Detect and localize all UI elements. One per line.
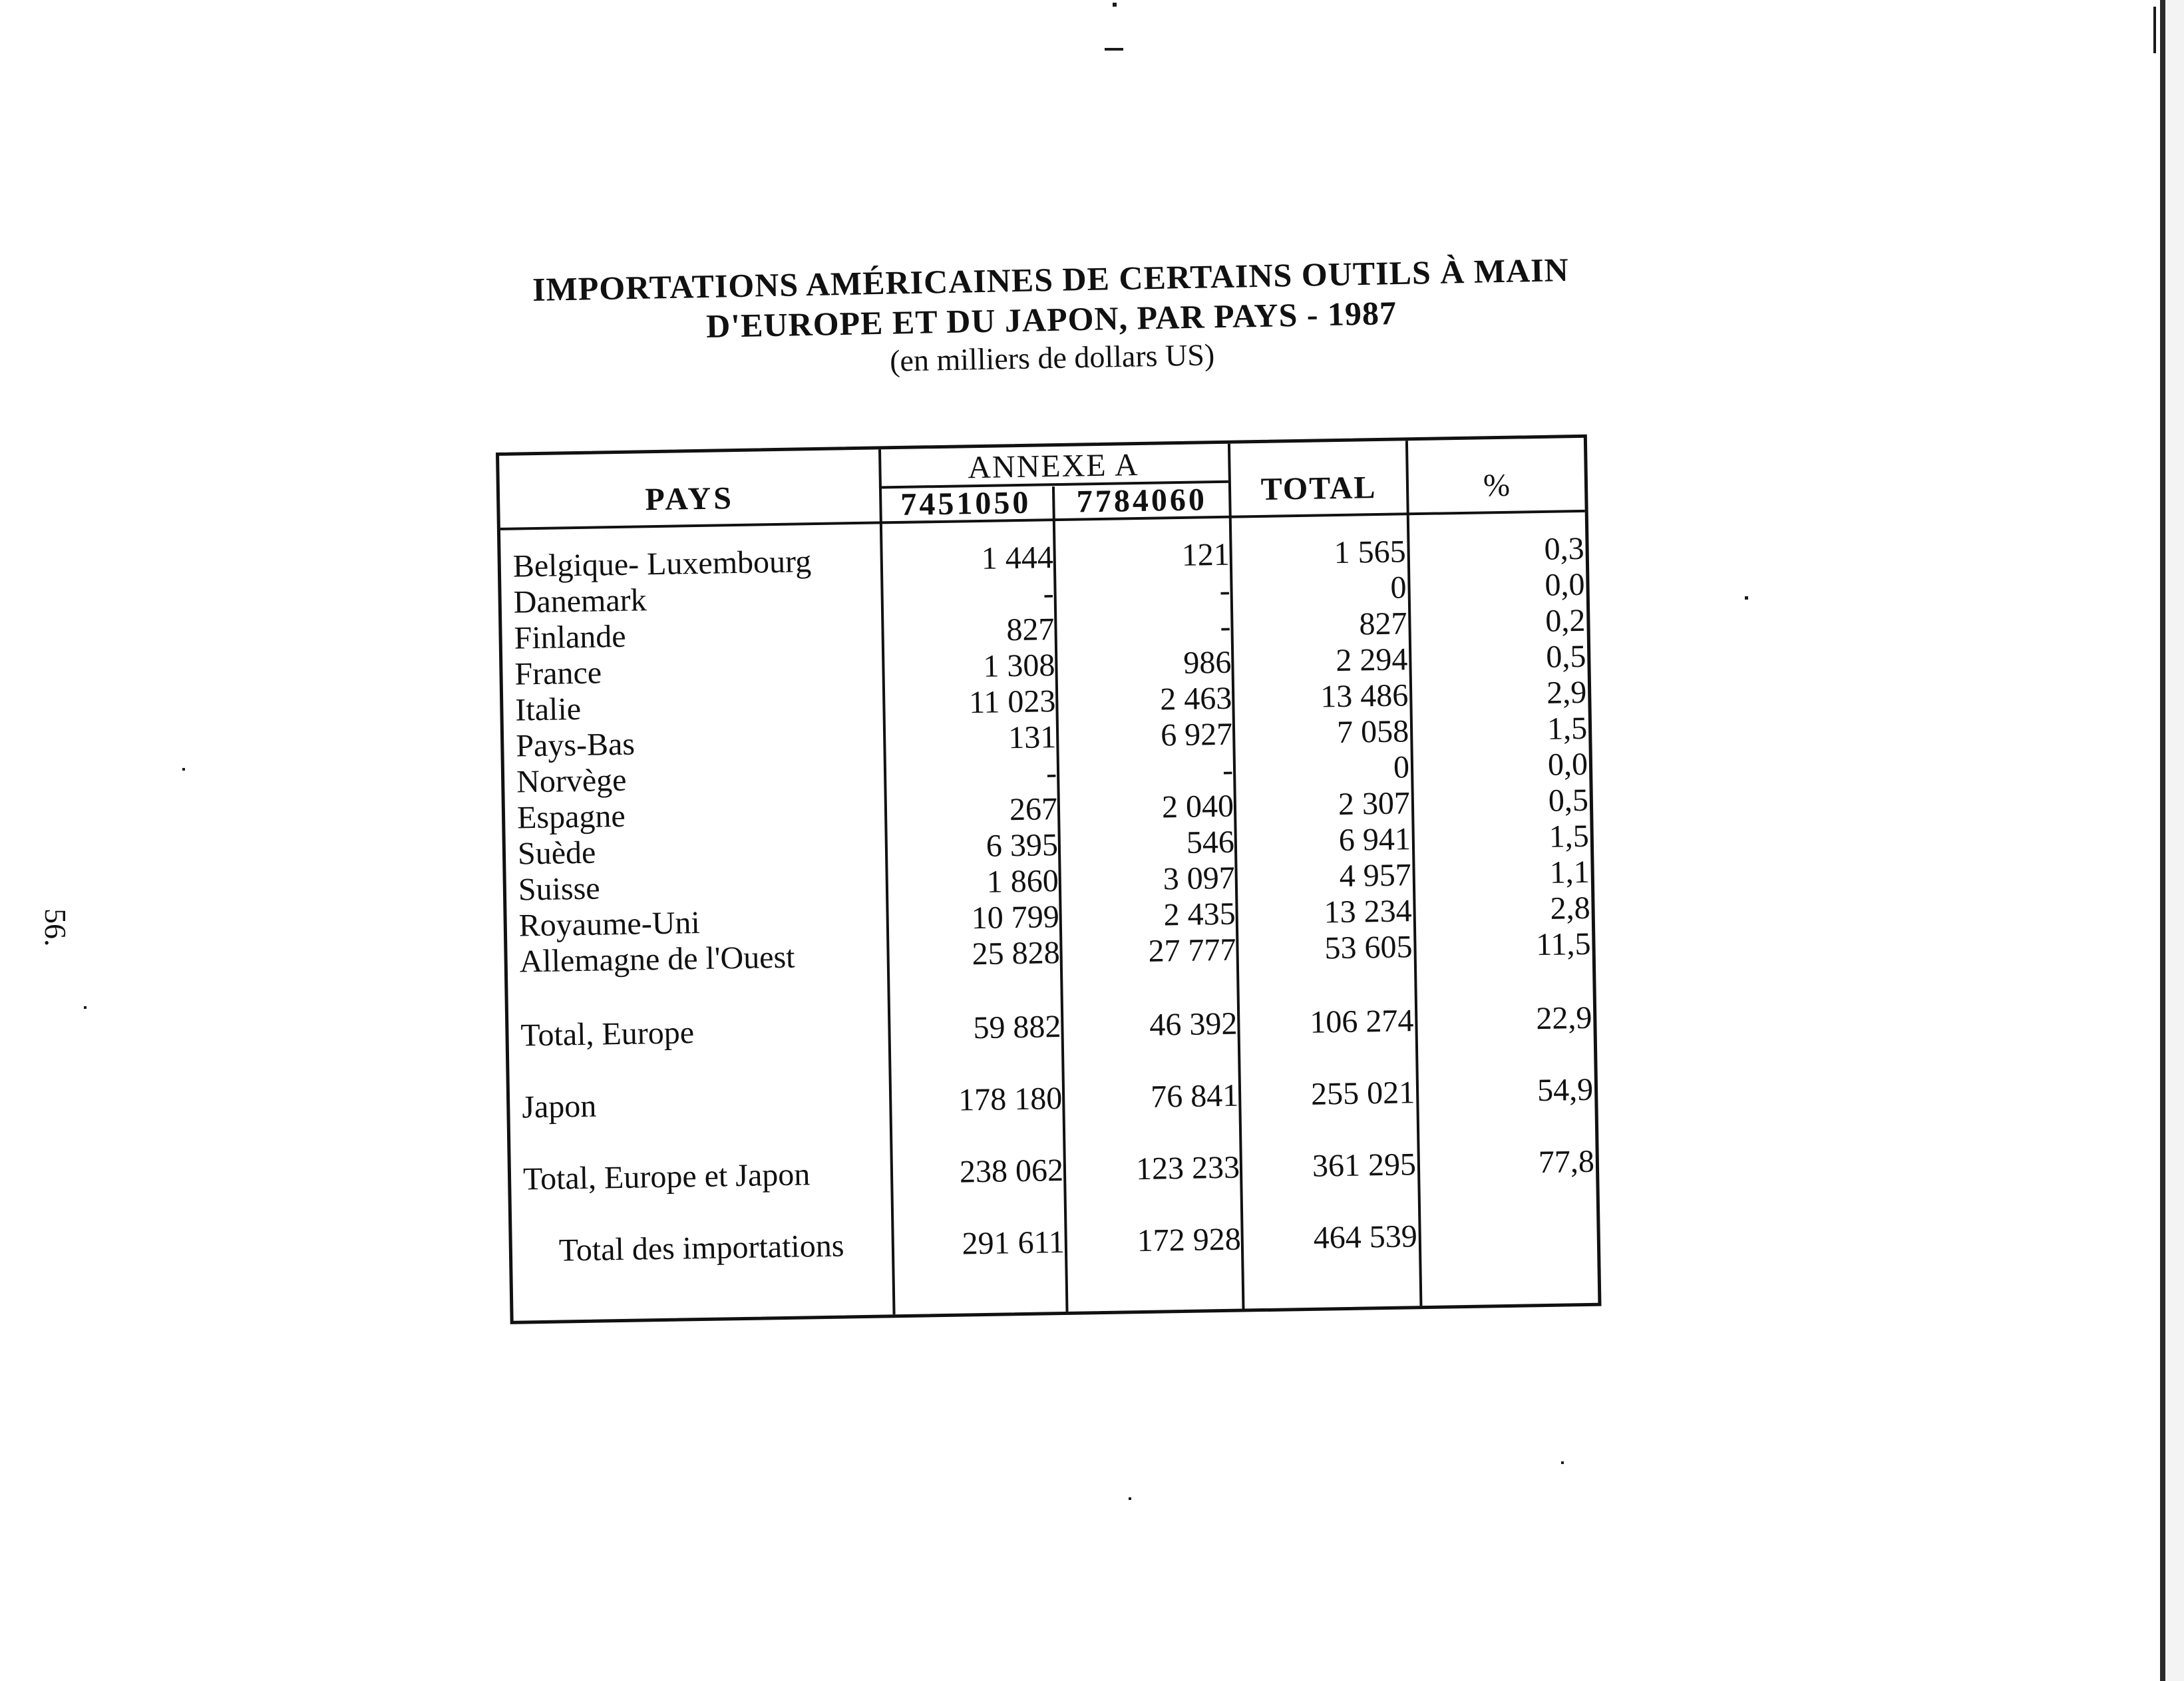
title-line-2: D'EUROPE ET DU JAPON, PAR PAYS - 1987 xyxy=(705,294,1397,345)
value-total: 827 xyxy=(1359,606,1407,642)
header-col-7451050: 7451050 xyxy=(900,484,1031,522)
value-total: 13 486 xyxy=(1320,677,1409,715)
value-percent: 0,2 xyxy=(1545,602,1586,639)
value-7451050: 131 xyxy=(1007,719,1057,756)
value-percent: 0,5 xyxy=(1545,638,1586,675)
value-7784060: 2 435 xyxy=(1163,896,1236,933)
scan-edge-right-shadow xyxy=(2165,0,2184,1681)
value-7784060: - xyxy=(1222,752,1234,788)
value-7451050: 6 395 xyxy=(986,827,1059,864)
value-percent xyxy=(1423,1216,1595,1218)
value-7784060: 46 392 xyxy=(1149,1006,1238,1043)
header-percent: % xyxy=(1483,467,1511,504)
value-percent: 2,8 xyxy=(1550,890,1591,926)
country-name: Royaume-Uni xyxy=(518,905,701,944)
value-7451050: 1 308 xyxy=(982,648,1055,684)
value-7784060: 546 xyxy=(1186,824,1235,860)
value-percent: 0,3 xyxy=(1544,530,1585,567)
value-7784060: 6 927 xyxy=(1160,716,1233,753)
value-7784060: 172 928 xyxy=(1137,1221,1242,1259)
value-percent: 2,9 xyxy=(1546,674,1587,711)
value-total: 13 234 xyxy=(1324,893,1413,930)
scan-bracket-top-right xyxy=(2153,7,2156,53)
value-percent: 1,1 xyxy=(1549,854,1590,890)
value-total: 0 xyxy=(1390,570,1407,606)
value-total: 464 539 xyxy=(1313,1218,1418,1256)
row-label: Total, Europe et Japon xyxy=(522,1157,811,1197)
country-name: Norvège xyxy=(516,762,627,800)
scan-dash-top xyxy=(1105,48,1123,51)
value-total: 4 957 xyxy=(1339,857,1412,894)
scan-dot-top xyxy=(1113,3,1117,7)
value-7451050: 827 xyxy=(1006,612,1055,648)
value-percent: 54,9 xyxy=(1537,1071,1594,1109)
value-total: 6 941 xyxy=(1338,821,1411,858)
value-percent: 77,8 xyxy=(1538,1143,1595,1181)
value-total: 53 605 xyxy=(1324,929,1413,966)
scan-speck xyxy=(1745,596,1748,600)
value-total: 106 274 xyxy=(1309,1003,1414,1040)
row-label: Japon xyxy=(521,1088,597,1125)
country-name: Espagne xyxy=(516,798,626,836)
scan-speck xyxy=(182,768,185,771)
value-7451050: 178 180 xyxy=(958,1081,1063,1118)
value-7451050: - xyxy=(1043,576,1055,612)
total-imports-row xyxy=(512,1216,1597,1270)
value-percent: 0,0 xyxy=(1545,566,1585,603)
value-7451050: 10 799 xyxy=(971,899,1060,936)
country-name: Italie xyxy=(514,691,582,728)
value-7784060: 3 097 xyxy=(1163,860,1236,897)
country-name: Danemark xyxy=(513,582,647,620)
value-total: 255 021 xyxy=(1310,1075,1415,1112)
value-7784060: 986 xyxy=(1183,644,1232,681)
value-7451050: 1 860 xyxy=(986,863,1059,900)
japan-row xyxy=(510,1072,1595,1126)
country-name: Suisse xyxy=(518,870,601,908)
value-7451050: 59 882 xyxy=(972,1009,1061,1046)
scan-speck xyxy=(1129,1497,1131,1500)
value-total: 2 307 xyxy=(1338,785,1411,823)
header-pays: PAYS xyxy=(645,480,735,518)
scan-speck xyxy=(1561,1461,1564,1464)
country-name: Suède xyxy=(517,835,596,872)
title-line-1: IMPORTATIONS AMÉRICAINES DE CERTAINS OUTILS À MAIN xyxy=(532,251,1570,308)
value-7784060: - xyxy=(1219,572,1231,608)
header-total: TOTAL xyxy=(1260,470,1377,507)
value-percent: 22,9 xyxy=(1535,1000,1592,1037)
value-total: 7 058 xyxy=(1336,713,1409,751)
title-subtitle: (en milliers de dollars US) xyxy=(889,337,1215,378)
value-total: 0 xyxy=(1393,749,1410,785)
value-percent: 0,5 xyxy=(1548,782,1589,819)
value-percent: 11,5 xyxy=(1535,926,1591,963)
value-7784060: 2 040 xyxy=(1161,788,1234,825)
value-7784060: 76 841 xyxy=(1150,1077,1239,1115)
value-7451050: 291 611 xyxy=(962,1224,1065,1262)
value-percent: 0,0 xyxy=(1547,746,1588,783)
imports-table xyxy=(496,435,1601,1324)
value-7451050: 11 023 xyxy=(968,683,1056,721)
value-7784060: 121 xyxy=(1181,536,1230,573)
document-title xyxy=(504,249,1598,387)
value-percent: 1,5 xyxy=(1548,818,1590,854)
country-name: Belgique- Luxembourg xyxy=(512,544,812,584)
value-7784060: 27 777 xyxy=(1148,932,1236,969)
total-europe-row xyxy=(508,1000,1594,1054)
scan-speck xyxy=(84,1006,87,1009)
value-7451050: 25 828 xyxy=(972,935,1061,972)
value-7451050: 267 xyxy=(1009,791,1058,828)
total-europe-japan-row xyxy=(511,1144,1596,1198)
row-label: Total, Europe xyxy=(520,1015,695,1053)
value-percent: 1,5 xyxy=(1547,710,1588,747)
value-7451050: 1 444 xyxy=(981,540,1054,576)
header-col-7784060: 7784060 xyxy=(1076,482,1208,520)
table-body xyxy=(500,530,1595,1268)
country-name: Pays-Bas xyxy=(515,726,636,764)
header-annexe-a: ANNEXE A xyxy=(967,447,1140,486)
country-name: Allemagne de l'Ouest xyxy=(519,939,795,980)
value-7784060: 123 233 xyxy=(1135,1149,1240,1187)
value-total: 361 295 xyxy=(1312,1147,1417,1184)
country-name: Finlande xyxy=(514,618,627,656)
value-7451050: - xyxy=(1045,755,1057,791)
page-number: 56. xyxy=(39,908,73,947)
value-7451050: 238 062 xyxy=(959,1153,1064,1190)
value-total: 2 294 xyxy=(1335,642,1408,679)
value-7784060: 2 463 xyxy=(1159,680,1232,717)
value-7784060: - xyxy=(1220,608,1231,644)
value-total: 1 565 xyxy=(1334,534,1407,571)
row-label: Total des importations xyxy=(558,1228,844,1268)
country-name: France xyxy=(514,655,602,692)
scan-edge-right xyxy=(2160,0,2165,1681)
